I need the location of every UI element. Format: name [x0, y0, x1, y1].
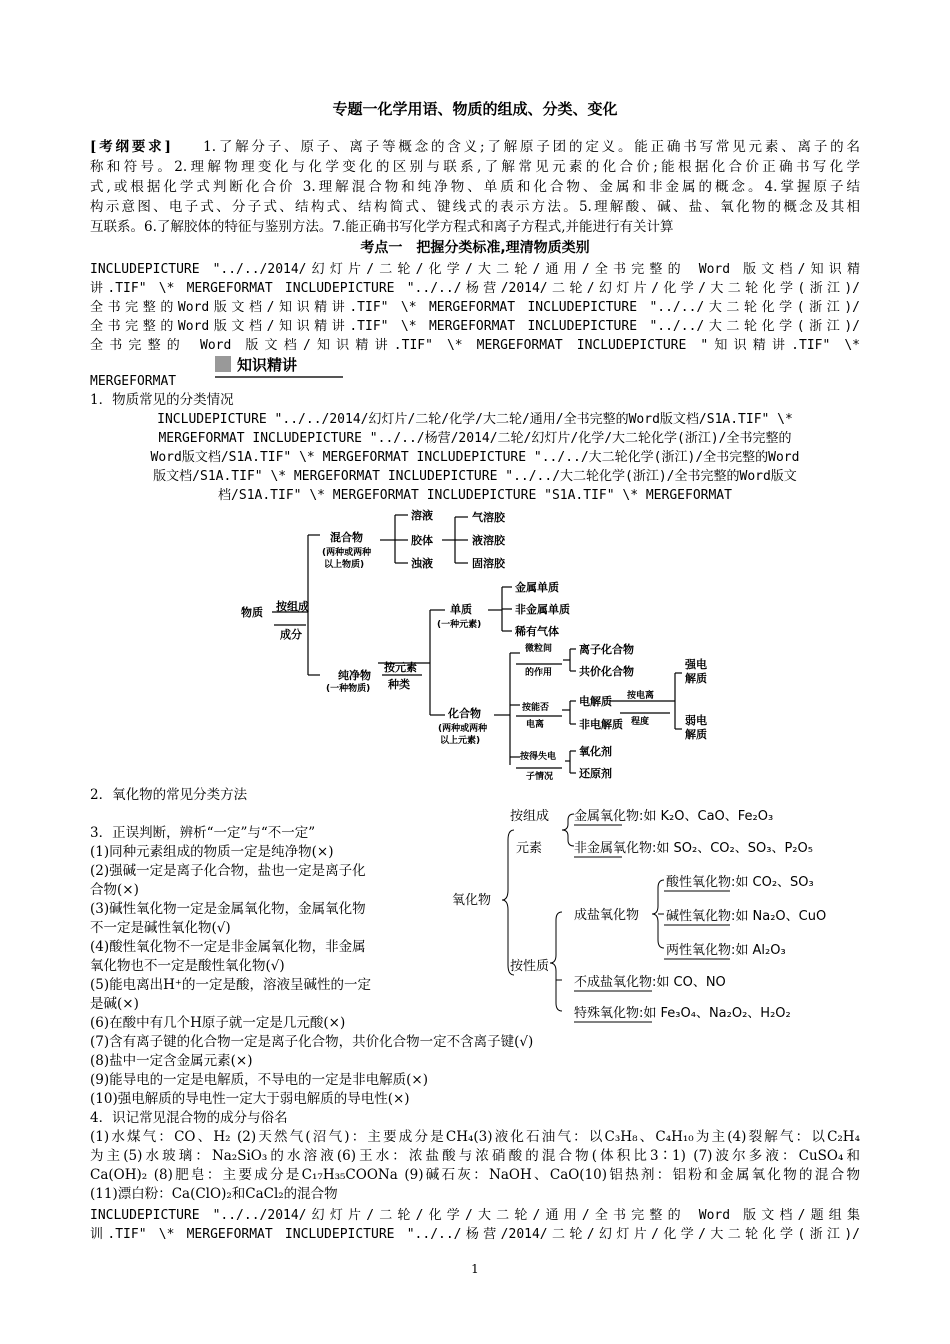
item2-heading: 2．氧化物的常见分类方法 [90, 787, 248, 803]
nonmetal-oxide-label: 非金属氧化物 [574, 841, 653, 856]
item4-heading: 4．识记常见混合物的成分与俗名 [90, 1110, 288, 1126]
requirements-line-4: 构示意图、电子式、分子式、结构式、结构简式、键线式的表示方法。5.理解酸、碱、盐、氧化物的概念及其相 [90, 199, 860, 215]
non-salt-oxide-example: :如 CO、NO [652, 975, 726, 990]
nonmetal-oxide [574, 840, 813, 856]
include3-line-2: 训.TIF" \* MERGEFORMAT INCLUDEPICTURE "../../杨营/2014/二轮/幻灯片/化学/大二轮化学(浙江)/ [90, 1227, 860, 1242]
basic-oxide-example: :如 Na₂O、CuO [731, 909, 827, 924]
ionize-criterion-1: 按能否 [522, 703, 550, 713]
requirements-text-1: 1.了解分子、原子、离子等概念的含义;了解原子团的定义。能正确书写常见元素、离子的名 [203, 139, 860, 155]
micro-criterion-1: 微粒间 [525, 644, 553, 654]
mergeformat-tail: MERGEFORMAT [90, 374, 177, 389]
judgment-7: (7)含有离子键的化合物一定是离子化合物，共价化合物一定不含离子键(√) [90, 1034, 534, 1050]
oxide-root: 氧化物 [452, 893, 492, 908]
node-pure: 纯净物 [338, 669, 371, 682]
include1-line-4: 全书完整的Word版文档/知识精讲.TIF" \* MERGEFORMAT INCLUDEPICTURE "../../大二轮化学(浙江)/ [90, 319, 860, 334]
nonmetal-oxide-example: :如 SO₂、CO₂、SO₃、P₂O₅ [652, 841, 813, 856]
micro-type-covalent: 共价化合物 [579, 665, 634, 678]
micro-criterion-2: 的作用 [525, 668, 553, 678]
special-oxide-example: :如 Fe₃O₄、Na₂O₂、H₂O₂ [639, 1006, 791, 1021]
mixture-type-solution: 溶液 [411, 509, 433, 522]
root-criterion-2: 成分 [280, 628, 302, 641]
electron-criterion-1: 按得失电 [520, 752, 557, 762]
node-compound: 化合物 [448, 707, 481, 720]
acidic-oxide-label: 酸性氧化物 [666, 875, 732, 890]
oxide-diagram [450, 800, 860, 1028]
metal-oxide-label: 金属氧化物 [574, 809, 640, 824]
electron-criterion-2: 子情况 [526, 772, 554, 782]
non-salt-oxide-label: 不成盐氧化物 [574, 975, 653, 990]
amphoteric-oxide-example: :如 Al₂O₃ [731, 943, 786, 958]
page-number: 1 [471, 1262, 479, 1276]
amphoteric-oxide-label: 两性氧化物 [666, 943, 732, 958]
mixture-type-suspension: 浊液 [411, 557, 433, 570]
mixtures-line-4: (11)漂白粉：Ca(ClO)₂和CaCl₂的混合物 [90, 1186, 338, 1202]
element-type-metal: 金属单质 [515, 581, 559, 594]
micro-type-ionic: 离子化合物 [579, 643, 634, 656]
include1-line-5: 全书完整的 Word 版文档/知识精讲.TIF" \* MERGEFORMAT INCLUDEPICTURE "知识精讲.TIF" \* [90, 338, 860, 353]
metal-oxide-example: :如 K₂O、CaO、Fe₂O₃ [639, 809, 774, 824]
colloid-type-solid: 固溶胶 [472, 557, 505, 570]
weak-electrolyte-2: 解质 [685, 728, 707, 741]
judgment-2a: (2)强碱一定是离子化合物，盐也一定是离子化 [90, 863, 366, 879]
include2-line-1: INCLUDEPICTURE "../../2014/幻灯片/二轮/化学/大二轮/通用/全书完整的Word版文档/S1A.TIF" \* [157, 412, 793, 427]
pure-criterion-1: 按元素 [384, 661, 417, 674]
weak-electrolyte-1: 弱电 [685, 714, 707, 727]
reductant: 还原剂 [579, 767, 612, 780]
svg-text:碱性氧化物:如 Na₂O、CuO [666, 908, 826, 924]
requirements-label: [考纲要求] [90, 139, 171, 155]
judgment-5b: 是碱(×) [90, 996, 139, 1012]
svg-text:酸性氧化物:如 CO₂、SO₃ [666, 874, 814, 890]
ion-degree-1: 按电离 [627, 691, 655, 701]
item1-heading: 1．物质常见的分类情况 [90, 392, 234, 408]
node-compound-note-1: (两种或两种 [438, 724, 488, 734]
diagram-root: 物质 [241, 606, 263, 619]
node-element-note: (一种元素) [437, 620, 482, 630]
classification-diagram [230, 505, 730, 785]
non-electrolyte: 非电解质 [579, 718, 623, 731]
element-type-noble: 稀有气体 [515, 625, 559, 638]
requirements-line-1 [90, 138, 860, 157]
pure-criterion-2: 种类 [388, 678, 410, 691]
include2-line-2: MERGEFORMAT INCLUDEPICTURE "../../杨营/2014/二轮/幻灯片/化学/大二轮化学(浙江)/全书完整的 [158, 431, 792, 446]
section1-title: 考点一 把握分类标准,理清物质类别 [360, 240, 590, 256]
judgment-4a: (4)酸性氧化物不一定是非金属氧化物，非金属 [90, 939, 366, 955]
mixture-type-colloid: 胶体 [411, 534, 433, 547]
node-mixture-note-2: 以上物质) [324, 560, 365, 570]
node-compound-note-2: 以上元素) [440, 736, 481, 746]
oxidant: 氧化剂 [579, 745, 612, 758]
strong-electrolyte-2: 解质 [685, 672, 707, 685]
by-element-1: 按组成 [510, 809, 550, 824]
svg-text:不成盐氧化物:如 CO、NO [574, 974, 726, 990]
knowledge-badge-label: 知识精讲 [237, 356, 298, 374]
mixtures-line-2: 为主(5)水玻璃：Na₂SiO₃的水溶液(6)王水：浓盐酸与浓硝酸的混合物(体积比3∶1) (7)波尔多液：CuSO₄和 [90, 1148, 860, 1164]
element-type-nonmetal: 非金属单质 [515, 603, 570, 616]
basic-oxide-label: 碱性氧化物 [666, 909, 732, 924]
judgment-5a: (5)能电离出H⁺的一定是酸，溶液呈碱性的一定 [90, 977, 372, 993]
badge-square-icon [215, 356, 231, 372]
special-oxide-label: 特殊氧化物 [574, 1006, 640, 1021]
judgment-8: (8)盐中一定含金属元素(×) [90, 1053, 253, 1069]
colloid-type-gas: 气溶胶 [472, 511, 505, 524]
include1-line-1: INCLUDEPICTURE "../../2014/幻灯片/二轮/化学/大二轮/通用/全书完整的 Word 版文档/知识精 [90, 262, 860, 277]
svg-text:两性氧化物:如 Al₂O₃ [666, 942, 786, 958]
node-mixture: 混合物 [330, 531, 363, 544]
mixtures-line-3: Ca(OH)₂ (8)肥皂：主要成分是C₁₇H₃₅COONa (9)碱石灰：NaOH、CaO(10)铝热剂：铝粉和金属氧化物的混合物 [90, 1167, 860, 1183]
ion-degree-2: 程度 [631, 717, 650, 727]
judgment-10: (10)强电解质的导电性一定大于弱电解质的导电性(×) [90, 1091, 410, 1107]
include2-line-4: 版文档/S1A.TIF" \* MERGEFORMAT INCLUDEPICTURE "../../大二轮化学(浙江)/全书完整的Word版文 [153, 469, 797, 484]
requirements-line-2: 称和符号。2.理解物理变化与化学变化的区别与联系,了解常见元素的化合价;能根据化合价正确书写化学 [90, 159, 860, 175]
judgment-2b: 合物(×) [90, 882, 139, 898]
document-title: 专题一化学用语、物质的组成、分类、变化 [332, 100, 618, 118]
include2-line-5: 档/S1A.TIF" \* MERGEFORMAT INCLUDEPICTURE "S1A.TIF" \* MERGEFORMAT [218, 488, 732, 503]
ionize-criterion-2: 电离 [526, 720, 545, 730]
colloid-type-liquid: 液溶胶 [472, 534, 505, 547]
strong-electrolyte-1: 强电 [685, 658, 707, 671]
electrolyte: 电解质 [579, 695, 612, 708]
include1-line-3: 全书完整的Word版文档/知识精讲.TIF" \* MERGEFORMAT INCLUDEPICTURE "../../大二轮化学(浙江)/ [90, 300, 860, 315]
metal-oxide [574, 808, 773, 824]
judgment-3b: 不一定是碱性氧化物(√) [90, 920, 231, 936]
judgment-4b: 氧化物也不一定是酸性氧化物(√) [90, 958, 285, 974]
node-element: 单质 [450, 603, 472, 616]
include3-line-1: INCLUDEPICTURE "../../2014/幻灯片/二轮/化学/大二轮/通用/全书完整的 Word 版文档/题组集 [90, 1208, 860, 1223]
node-pure-note: (一种物质) [326, 684, 371, 694]
acidic-oxide-example: :如 CO₂、SO₃ [731, 875, 814, 890]
salt-forming-oxide: 成盐氧化物 [574, 908, 640, 923]
judgment-1: (1)同种元素组成的物质一定是纯净物(×) [90, 844, 334, 860]
include2-line-3: Word版文档/S1A.TIF" \* MERGEFORMAT INCLUDEPICTURE "../../大二轮化学(浙江)/全书完整的Word [150, 450, 800, 465]
requirements-line-5: 互联系。6.了解胶体的特征与鉴别方法。7.能正确书写化学方程式和离子方程式,并能进行有关计算 [90, 219, 674, 235]
by-element-2: 元素 [516, 841, 543, 856]
item3-heading: 3．正误判断，辨析“一定”与“不一定” [90, 825, 316, 841]
node-mixture-note-1: (两种或两种 [322, 548, 372, 558]
include1-line-2: 讲.TIF" \* MERGEFORMAT INCLUDEPICTURE "../../杨营/2014/二轮/幻灯片/化学/大二轮化学(浙江)/ [90, 281, 860, 296]
root-criterion-1: 按组成 [276, 600, 309, 613]
judgment-9: (9)能导电的一定是电解质，不导电的一定是非电解质(×) [90, 1072, 428, 1088]
judgment-6: (6)在酸中有几个H原子就一定是几元酸(×) [90, 1015, 346, 1031]
judgment-3a: (3)碱性氧化物一定是金属氧化物，金属氧化物 [90, 901, 366, 917]
by-property: 按性质 [510, 959, 550, 974]
mixtures-line-1: (1)水煤气：CO、H₂ (2)天然气(沼气)：主要成分是CH₄(3)液化石油气：以C₃H₈、C₄H₁₀为主(4)裂解气：以C₂H₄ [90, 1129, 860, 1145]
requirements-line-3: 式,或根据化学式判断化合价 3.理解混合物和纯净物、单质和化合物、金属和非金属的概念。4.掌握原子结 [90, 179, 860, 195]
